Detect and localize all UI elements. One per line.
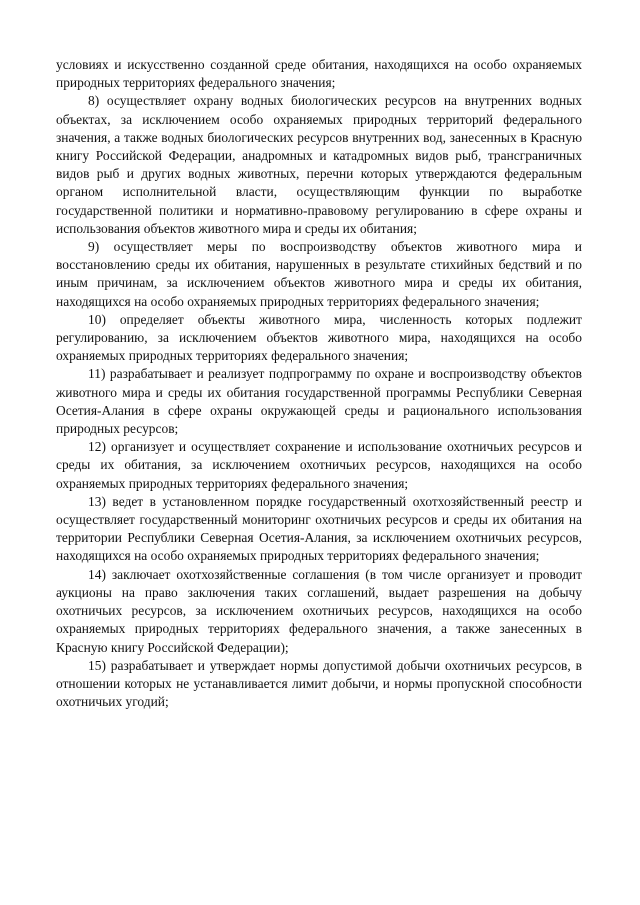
paragraph-continuation: условиях и искусственно созданной среде обитания, находящихся на особо охраняемых природных территориях федерального значения; [56, 57, 582, 91]
paragraph-item-10: 10) определяет объекты животного мира, численность которых подлежит регулированию, за исключением объектов животного мира, находящихся на особо охраняемых природных территориях федерального значения; [56, 311, 582, 364]
paragraph-item-14: 14) заключает охотхозяйственные соглашения (в том числе организует и проводит аукционы на право заключения таких соглашений, выдает разрешения на добычу охотничьих ресурсов, за исключением охотничьих ресурсов, находящихся на особо охраняемых природных территориях федерального значения, а также занесенных в Красную книгу Российской Федерации); [56, 566, 582, 655]
paragraph-item-9: 9) осуществляет меры по воспроизводству объектов животного мира и восстановлению среды их обитания, нарушенных в результате стихийных бедствий и по иным причинам, за исключением объектов животного мира и среды их обитания, находящихся на особо охраняемых природных территориях федерального значения; [56, 239, 582, 309]
paragraph-item-8: 8) осуществляет охрану водных биологических ресурсов на внутренних водных объектах, за исключением особо охраняемых природных территорий федерального значения, а также водных биологических ресурсов внутренних вод, занесенных в Красную книгу Российской Федерации, анадромных и катадромных видов рыб, трансграничных видов рыб и других водных животных, перечни которых утверждаются федеральным органом исполнительной власти, осуществляющим функции по выработке государственной политики и нормативно-правовому регулированию в сфере охраны и использования объектов животного мира и среды их обитания; [56, 93, 582, 236]
paragraph-item-15: 15) разрабатывает и утверждает нормы допустимой добычи охотничьих ресурсов, в отношении которых не устанавливается лимит добычи, и нормы пропускной способности охотничьих угодий; [56, 657, 582, 710]
document-body [56, 56, 582, 711]
paragraph-item-13: 13) ведет в установленном порядке государственный охотхозяйственный реестр и осуществляет государственный мониторинг охотничьих ресурсов и среды их обитания на территории Республики Северная Осетия-Алания, за исключением охотничьих ресурсов, находящихся на особо охраняемых природных территориях федерального значения; [56, 493, 582, 564]
paragraph-item-11: 11) разрабатывает и реализует подпрограмму по охране и воспроизводству объектов животного мира и среды их обитания государственной программы Республики Северная Осетия-Алания в сфере охраны окружающей среды и рационального использования природных ресурсов; [56, 366, 582, 437]
paragraph-item-12: 12) организует и осуществляет сохранение и использование охотничьих ресурсов и среды их обитания, за исключением охотничьих ресурсов, находящихся на особо охраняемых природных территориях федерального значения; [56, 439, 582, 491]
